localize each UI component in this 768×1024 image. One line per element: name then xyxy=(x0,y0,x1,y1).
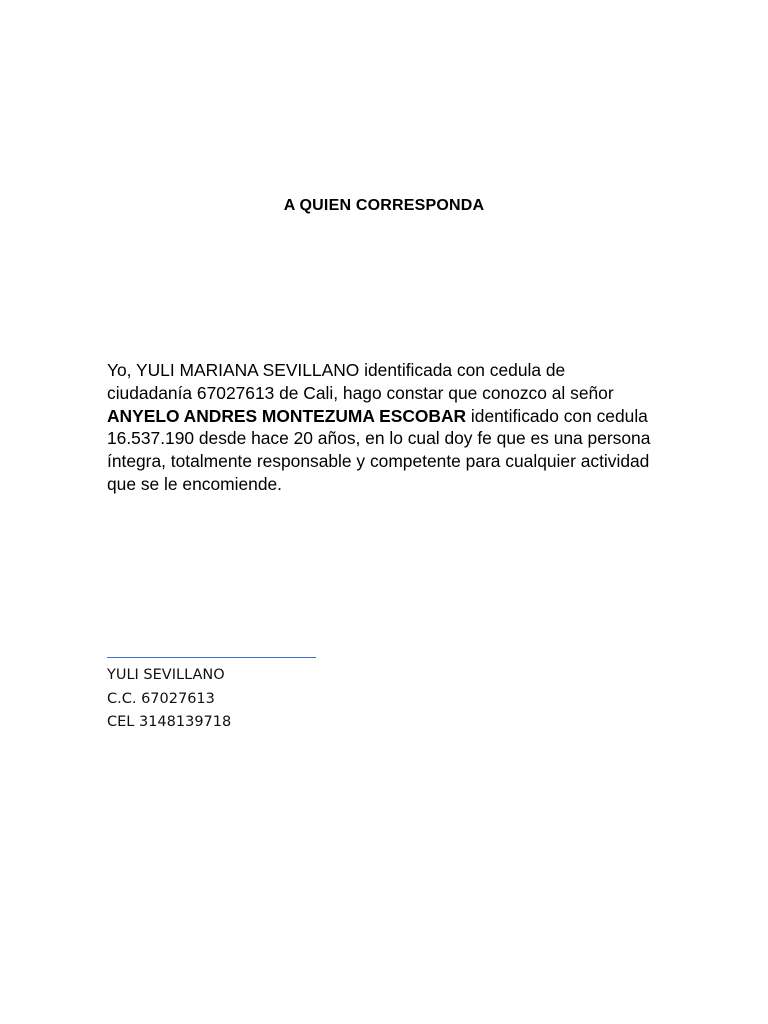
signer-id: C.C. 67027613 xyxy=(107,690,215,707)
page-title: A QUIEN CORRESPONDA xyxy=(283,197,485,214)
signer-phone: CEL 3148139718 xyxy=(107,714,232,731)
body-line-5: íntegra, totalmente responsable y competente para cualquier actividad xyxy=(107,451,650,472)
person-name: ANYELO ANDRES MONTEZUMA ESCOBAR xyxy=(107,405,467,426)
body-line-1: Yo, YULI MARIANA SEVILLANO identificada con cedula de xyxy=(107,360,566,380)
signature-block xyxy=(107,664,231,735)
signer-name: YULI SEVILLANO xyxy=(107,667,225,683)
body-line-6: que se le encomiende. xyxy=(107,473,282,494)
body-line-2: ciudadanía 67027613 de Cali, hago constar que conozco al señor xyxy=(107,382,614,403)
body-line-3-rest: identificado con cedula xyxy=(466,405,648,426)
letter-body xyxy=(107,359,687,496)
body-line-4: 16.537.190 desde hace 20 años, en lo cual doy fe que es una persona xyxy=(107,428,651,449)
signature-line xyxy=(107,657,316,658)
body-line-3 xyxy=(107,405,687,428)
